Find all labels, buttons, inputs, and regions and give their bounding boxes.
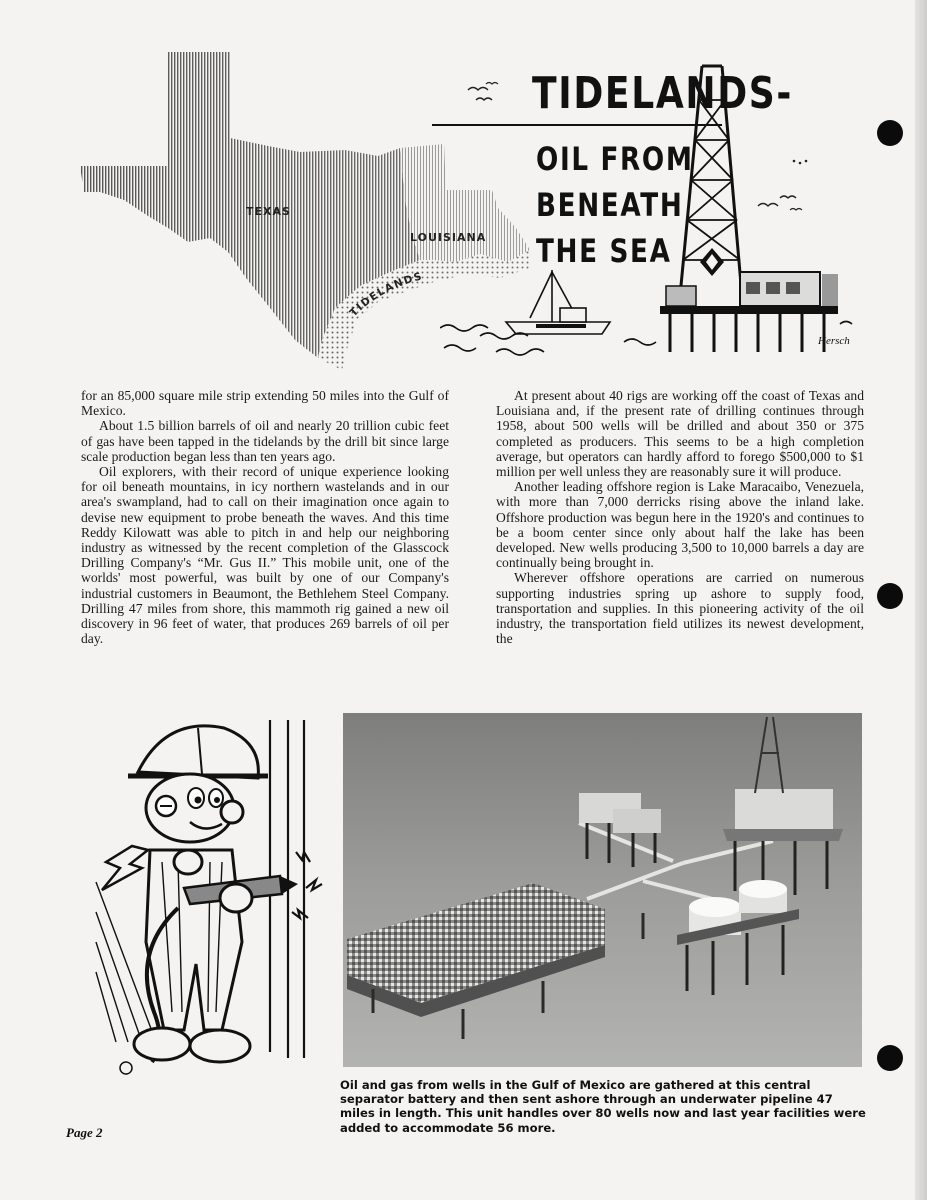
title-subline-3: THE SEA xyxy=(536,232,672,270)
offshore-platform-photo xyxy=(343,713,862,1067)
paragraph: About 1.5 billion barrels of oil and nearly 20 trillion cubic feet of gas have been tapped in the tidelands by the drill bit since large scale production began less than ten years ago. xyxy=(81,418,449,464)
paragraph: Another leading offshore region is Lake Maracaibo, Venezuela, with more than 7,000 derricks rising above the inland lake. Offshore production was begun here in the 1920's and continues to be a boom center since only about half the lake has been developed. New wells producing 3,500 to 10,000 barrels a day are continually being brought in. xyxy=(496,479,864,571)
paragraph: Wherever offshore operations are carried on numerous supporting industries spring up ashore to supply food, transportation and supplies. In this pioneering activity of the oil industry, the transportation field utilizes its newest development, the xyxy=(496,570,864,647)
platform-photo-image xyxy=(343,713,862,1067)
map-label-texas: TEXAS xyxy=(246,205,291,218)
page-title: TIDELANDS- xyxy=(532,68,794,119)
svg-text:TIDELANDS: TIDELANDS xyxy=(347,270,425,320)
binder-hole-top xyxy=(877,120,903,146)
paragraph: At present about 40 rigs are working off the coast of Texas and Louisiana and, if the present rate of drilling continues through 1958, about 500 wells will be drilled and about 350 or 375 completed as producers. This seems to be a high completion average, but operators can hardly afford to forego $500,000 to $1 million per well unless they are reasonably sure it will produce. xyxy=(496,388,864,480)
binder-hole-bottom xyxy=(877,1045,903,1071)
title-subline-1: OIL FROM xyxy=(536,140,694,178)
paragraph: for an 85,000 square mile strip extending 50 miles into the Gulf of Mexico. xyxy=(81,388,449,419)
map-label-louisiana: LOUISIANA xyxy=(410,231,487,244)
article-column-right xyxy=(496,388,864,646)
article-column-left xyxy=(81,388,449,646)
title-subline-2: BENEATH xyxy=(536,186,684,224)
title-rule xyxy=(432,124,722,126)
page-number: Page 2 xyxy=(66,1125,103,1140)
artist-signature: Hersch xyxy=(818,335,850,347)
binder-hole-middle xyxy=(877,583,903,609)
paragraph: Oil explorers, with their record of unique experience looking for oil beneath mountains, in icy northern wastelands and in our area's swampland, had to call on their imagination once again to devise new equipment to probe beneath the waves. And this time Reddy Kilowatt was able to pitch in and help our neighboring industry as witnessed by the recent completion of the Glasscock Drilling Company's “Mr. Gus II.” This mobile unit, one of the worlds' most powerful, was built by one of our Company's industrial customers in Beaumont, the Bethlehem Steel Company. Drilling 47 miles from shore, this mammoth rig gained a new oil discovery in 96 feet of water, that produces 269 barrels of oil per day. xyxy=(81,464,449,647)
page-edge-shadow xyxy=(915,0,927,1200)
reddy-kilowatt-cartoon xyxy=(92,712,324,1082)
photo-caption: Oil and gas from wells in the Gulf of Mexico are gathered at this central separator battery and then sent ashore through an underwater pipeline 47 miles in length. This unit handles over 80 wells now and last year facilities were added to accommodate 56 more. xyxy=(340,1078,866,1135)
